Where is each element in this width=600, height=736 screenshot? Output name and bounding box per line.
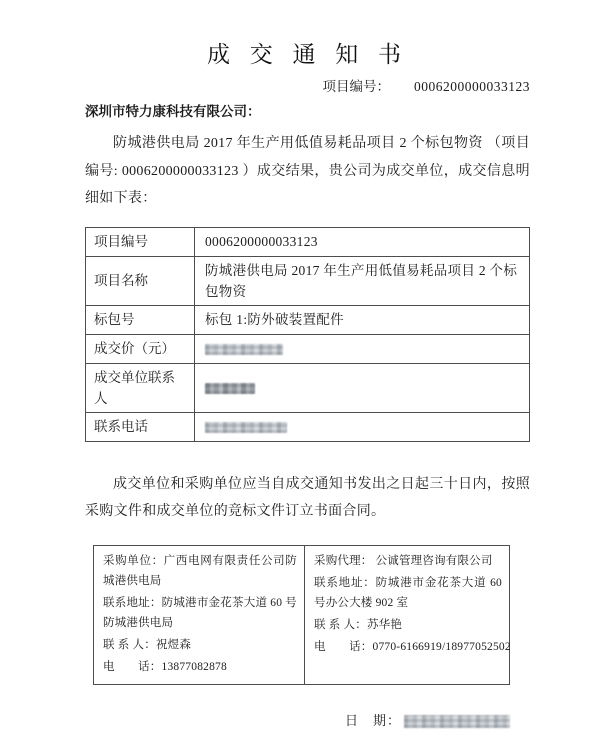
row-label: 项目名称 (86, 256, 195, 305)
row-label: 标包号 (86, 305, 195, 334)
row-value-redacted (195, 363, 530, 412)
award-table (85, 227, 530, 442)
contract-paragraph: 成交单位和采购单位应当自成交通知书发出之日起三十日内，按照采购文件和成交单位的竞标文件订立书面合同。 (85, 476, 530, 519)
row-value-redacted (195, 412, 530, 441)
agent-contact: 联 系 人：苏华艳 (314, 618, 403, 631)
addressee: 深圳市特力康科技有限公司： (85, 104, 261, 119)
date-line (85, 711, 530, 731)
row-value: 标包 1:防外破装置配件 (195, 305, 530, 334)
document-title: 成 交 通 知 书 (207, 42, 408, 67)
redacted-date-value (404, 715, 510, 728)
purchaser-unit: 采购单位：广西电网有限责任公司防城港供电局 (103, 554, 297, 587)
row-label: 成交单位联系人 (86, 363, 195, 412)
contact-table (93, 545, 510, 685)
row-label: 联系电话 (86, 412, 195, 441)
purchaser-phone: 电 话：13877082878 (103, 660, 227, 673)
agent-unit: 采购代理： 公诚管理咨询有限公司 (314, 554, 493, 567)
project-number-label: 项目编号： (322, 79, 390, 94)
date-label: 日 期： (345, 712, 402, 728)
table-row (86, 363, 530, 412)
project-number-value: 0006200000033123 (414, 79, 530, 94)
table-row (86, 227, 530, 256)
row-value: 防城港供电局 2017 年生产用低值易耗品项目 2 个标包物资 (195, 256, 530, 305)
table-row (86, 334, 530, 363)
purchaser-address: 联系地址：防城港市金花茶大道 60 号防城港供电局 (103, 596, 297, 629)
redacted-phone-number (205, 422, 287, 433)
table-row (86, 412, 530, 441)
project-number-line (85, 77, 530, 97)
redacted-contact-name (205, 383, 255, 394)
table-row (86, 305, 530, 334)
redacted-price-value (205, 344, 283, 355)
row-value-redacted (195, 334, 530, 363)
row-label: 项目编号 (86, 227, 195, 256)
agent-address: 联系地址：防城港市金花茶大道 60 号办公大楼 902 室 (314, 576, 502, 609)
row-label: 成交价（元） (86, 334, 195, 363)
agent-cell (305, 545, 510, 684)
agent-phone: 电 话：0770-6166919/18977052502 (314, 640, 511, 653)
table-row (86, 256, 530, 305)
purchaser-contact: 联 系 人：祝煜森 (103, 638, 192, 651)
row-value: 0006200000033123 (195, 227, 530, 256)
purchaser-cell (94, 545, 305, 684)
table-row (94, 545, 510, 684)
intro-paragraph: 防城港供电局 2017 年生产用低值易耗品项目 2 个标包物资 （项目编号: 0006200000033123 ）成交结果，贵公司为成交单位，成交信息明细如下表： (85, 136, 530, 206)
